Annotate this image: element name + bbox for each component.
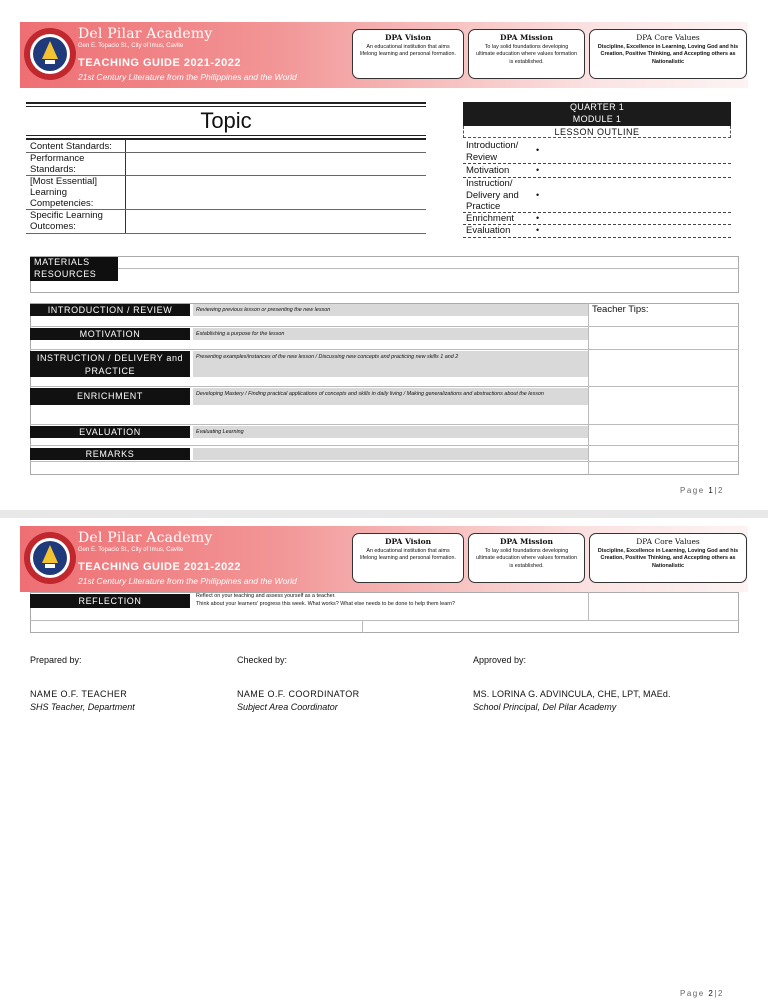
school-seal-icon (23, 27, 77, 81)
grid-line (30, 445, 739, 446)
materials-box[interactable] (30, 256, 739, 293)
teacher-tips-divider (588, 303, 589, 475)
topic-title[interactable]: Topic (200, 108, 252, 133)
page-current: 2 (708, 989, 715, 998)
page-prefix: Page (680, 486, 705, 495)
outline-item: Evaluation (466, 225, 511, 236)
guide-title: TEACHING GUIDE 2021-2022 (78, 57, 241, 69)
core-values-box (589, 29, 747, 79)
core-values-title: DPA Core Values (636, 537, 700, 546)
module-label: MODULE 1 (572, 113, 622, 124)
grid-line (30, 461, 739, 462)
core-values-box (589, 533, 747, 583)
page-total: |2 (714, 989, 724, 998)
approved-by-name: MS. LORINA G. ADVINCULA, CHE, LPT, MAEd. (473, 689, 671, 699)
materials-label: MATERIALS (30, 257, 118, 268)
topic-rule-top (26, 102, 426, 104)
header-banner (20, 526, 748, 592)
outline-divider (463, 237, 731, 238)
page-total: |2 (714, 486, 724, 495)
grid-line (30, 424, 739, 425)
page-current: 1 (708, 486, 715, 495)
vision-title: DPA Vision (384, 537, 432, 546)
grid-line (588, 592, 589, 620)
section-instruction-delivery: INSTRUCTION / DELIVERY and PRACTICE (30, 351, 190, 377)
header-banner (20, 22, 748, 88)
section-introduction-review: INTRODUCTION / REVIEW (30, 304, 190, 316)
guide-title: TEACHING GUIDE 2021-2022 (78, 561, 241, 573)
teacher-tips-label: Teacher Tips: (592, 304, 649, 315)
school-address: Gen E. Topacio St., City of Imus, Cavite (78, 547, 184, 553)
vision-box (352, 29, 464, 79)
checked-by-label: Checked by: (237, 655, 288, 665)
core-values-text: Discipline, Excellence in Learning, Loving God and his Creation, Positive Thinking, and Accepting others as Nationalistic (597, 44, 739, 65)
performance-standards-label: Performance Standards: (30, 153, 85, 175)
section-remarks: REMARKS (30, 448, 190, 460)
page-separator (0, 510, 768, 518)
section-desc: Presenting examples/instances of the new lesson / Discussing new concepts and practicing new skills 1 and 2 (193, 351, 588, 377)
school-name: Del Pilar Academy (78, 26, 213, 42)
reflection-desc-line1: Reflect on your teaching and assess yourself as a teacher. (196, 593, 336, 599)
section-desc (193, 448, 588, 460)
learning-competencies-label: [Most Essential] Learning Competencies: (30, 176, 98, 209)
checked-by-name: NAME O.F. COORDINATOR (237, 689, 360, 699)
topic-rule-top2 (26, 106, 426, 107)
page-number-2 (680, 989, 724, 998)
outline-bullet: • (536, 165, 540, 175)
core-values-title: DPA Core Values (636, 33, 700, 42)
grid-line (362, 620, 363, 633)
section-desc: Establishing a purpose for the lesson (193, 328, 588, 340)
school-seal-icon (23, 531, 77, 585)
checked-by-role: Subject Area Coordinator (237, 702, 338, 712)
mission-box (468, 29, 585, 79)
vision-box (352, 533, 464, 583)
section-enrichment: ENRICHMENT (30, 388, 190, 405)
grid-line (30, 349, 739, 350)
outline-bullet: • (536, 225, 540, 235)
section-reflection: REFLECTION (30, 594, 190, 608)
outline-divider (463, 163, 731, 164)
mission-title: DPA Mission (500, 537, 553, 546)
school-address: Gen E. Topacio St., City of Imus, Cavite (78, 43, 184, 49)
row-line (26, 233, 426, 234)
vision-text: An educational institution that aims lifelong learning and personal formation. (360, 44, 456, 58)
mission-title: DPA Mission (500, 33, 553, 42)
lesson-outline-heading: LESSON OUTLINE (463, 126, 731, 138)
outline-bullet: • (536, 213, 540, 223)
topic-field-divider (125, 140, 126, 233)
reflection-desc (196, 592, 586, 608)
school-name: Del Pilar Academy (78, 530, 213, 546)
content-standards-label: Content Standards: (30, 141, 112, 152)
prepared-by-role: SHS Teacher, Department (30, 702, 135, 712)
subject-title: 21st Century Literature from the Philippines and the World (78, 72, 297, 82)
section-evaluation: EVALUATION (30, 426, 190, 438)
section-motivation: MOTIVATION (30, 328, 190, 340)
mission-box (468, 533, 585, 583)
reflection-desc-line2: Think about your learners' progress this week. What works? What else needs to be done to help them learn? (196, 601, 456, 607)
section-desc: Reviewing previous lesson or presenting the new lesson (193, 304, 588, 316)
outline-item: Motivation (466, 165, 510, 176)
resources-label: RESOURCES (30, 268, 118, 281)
approved-by-label: Approved by: (473, 655, 527, 665)
section-desc: Evaluating Learning (193, 426, 588, 438)
mission-text: To lay solid foundations developing ultimate education where values formation is established. (476, 548, 577, 569)
outline-bullet: • (536, 145, 540, 155)
grid-line (30, 326, 739, 327)
outline-item: Introduction/ Review (466, 140, 519, 163)
approved-by-role: School Principal, Del Pilar Academy (473, 702, 617, 712)
materials-line (118, 268, 739, 269)
grid-line (30, 386, 739, 387)
page-prefix: Page (680, 989, 705, 998)
topic-rule-mid (26, 135, 426, 136)
vision-text: An educational institution that aims lifelong learning and personal formation. (360, 548, 456, 562)
section-desc: Developing Mastery / Finding practical applications of concepts and skills in daily living / Making generalizations and abstractions about the lesson (193, 388, 588, 405)
outline-item: Instruction/ Delivery and Practice (466, 178, 519, 212)
page-number-1 (680, 486, 724, 495)
outline-bullet: • (536, 190, 540, 200)
quarter-label: QUARTER 1 (569, 102, 625, 112)
core-values-text: Discipline, Excellence in Learning, Loving God and his Creation, Positive Thinking, and Accepting others as Nationalistic (597, 548, 739, 569)
mission-text: To lay solid foundations developing ultimate education where values formation is established. (476, 44, 577, 65)
vision-title: DPA Vision (384, 33, 432, 42)
quarter-module-header (463, 102, 731, 126)
topic-rule-mid2 (26, 138, 426, 140)
prepared-by-name: NAME O.F. TEACHER (30, 689, 128, 699)
learning-outcomes-label: Specific Learning Outcomes: (30, 210, 103, 232)
grid-line (30, 620, 739, 621)
prepared-by-label: Prepared by: (30, 655, 82, 665)
outline-item: Enrichment (466, 213, 515, 224)
subject-title: 21st Century Literature from the Philippines and the World (78, 576, 297, 586)
